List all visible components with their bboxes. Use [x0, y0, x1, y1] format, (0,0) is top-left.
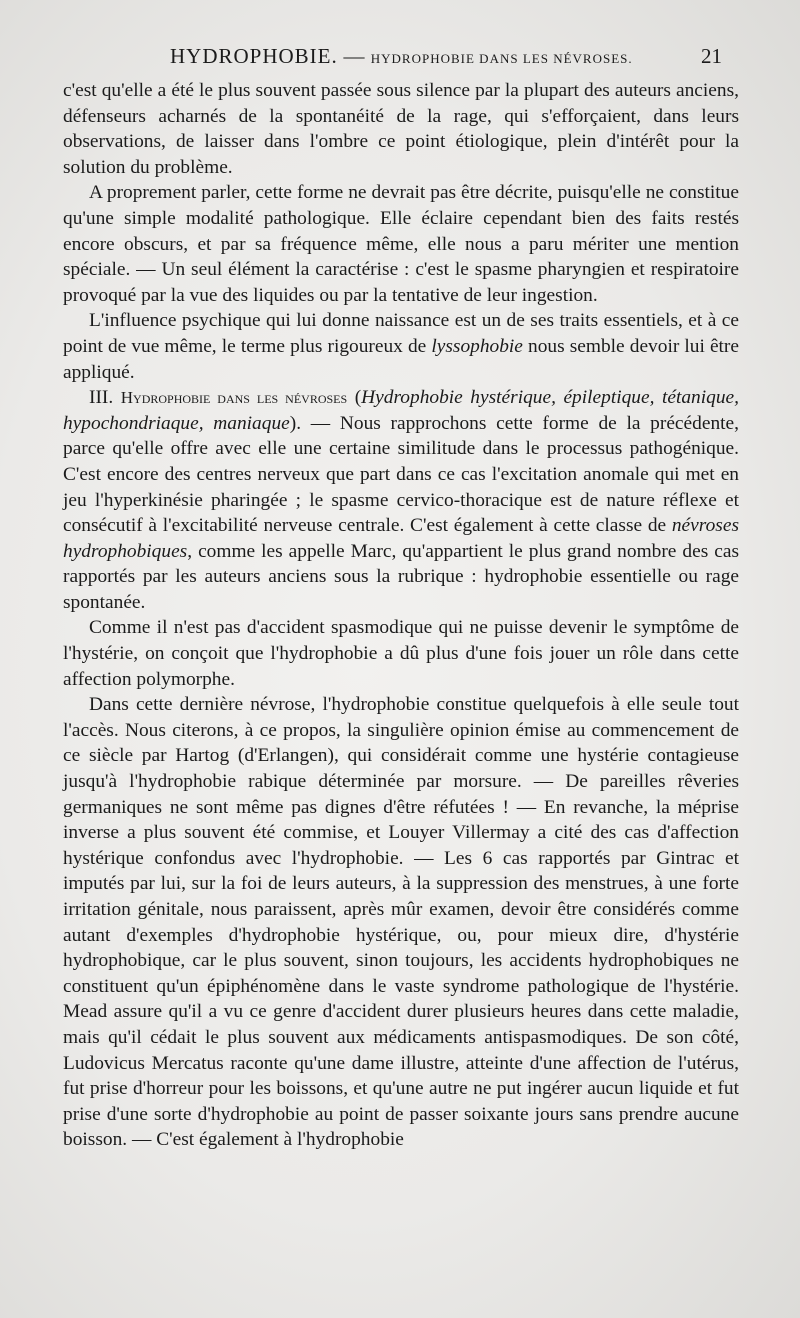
paragraph-text: ). — Nous rapprochons cette forme de la précédente, parce qu'elle offre avec elle une certaine similitude dans le processus pathogénique. C'est encore des centres nerveux que part dans ce cas l'excitation anomale qui met en jeu l'hyperkinésie pharingée ; le spasme cervico-thoracique est de nature réflexe et consécutif à l'excitabilité nerveuse centrale. C'est également à cette classe de	[63, 412, 739, 537]
paragraph-continued: c'est qu'elle a été le plus souvent passée sous silence par la plupart des auteurs anciens, défenseurs acharnés de la spontanéité de la rage, qui s'efforçaient, dans leurs observations, de laisser dans l'ombre ce point étiologique, plein d'intérêt pour la solution du problème.	[63, 80, 739, 178]
paragraph: A proprement parler, cette forme ne devrait pas être décrite, puisqu'elle ne constitue qu'une simple modalité pathologique. Elle éclaire cependant bien des faits restés encore obscurs, et par sa fréquence même, elle nous a paru mériter une mention spéciale. — Un seul élément la caractérise : c'est le spasme pharyngien et respiratoire provoqué par la vue des liquides ou par la tentative de leur ingestion.	[63, 182, 739, 306]
running-title-main: HYDROPHOBIE.	[170, 44, 338, 68]
running-title-sub: HYDROPHOBIE DANS LES NÉVROSES.	[370, 51, 633, 66]
paragraph-text: nous semble devoir lui être appliqué.	[63, 335, 739, 383]
italic-term: lyssophobie	[431, 335, 523, 357]
italic-term: névroses hydrophobiques	[63, 515, 739, 562]
section-heading: Hydrophobie dans les névroses	[120, 388, 348, 408]
paragraph-text: , comme les appelle Marc, qu'appartient le plus grand nombre des cas rapportés par les auteurs anciens sous la rubrique : hydrophobie essentielle ou rage spontanée.	[63, 540, 739, 613]
paragraph-lyssophobie	[63, 308, 739, 385]
paragraph-text: L'influence psychique qui lui donne naissance est un de ses traits essentiels, et à ce point de vue même, le terme plus rigoureux de	[63, 310, 739, 357]
running-header	[170, 44, 730, 74]
section-three-paragraph	[63, 385, 739, 615]
paragraph: Dans cette dernière névrose, l'hydrophobie constitue quelquefois à elle seule tout l'accès. Nous citerons, à ce propos, la singulière opinion émise au commencement de ce siècle par Hartog (d'Erlangen), qui considérait comme une hystérie contagieuse jusqu'à l'hydrophobie rabique déterminée par morsure. — De pareilles rêveries germaniques ne sont même pas dignes d'être réfutées ! — En revanche, la méprise inverse a plus souvent été commise, et Louyer Villermay a cité des cas d'affection hystérique confondus avec l'hydrophobie. — Les 6 cas rapportés par Gintrac et imputés par lui, sur la foi de leurs auteurs, à la suppression des menstrues, à une forte irritation génitale, nous paraissent, après mûr examen, devoir être considérés comme autant d'exemples d'hydrophobie hystérique, ou, pour mieux dire, d'hystérie hydrophobique, car le plus souvent, sinon toujours, les accidents hydrophobiques ne constituent qu'un épiphénomène dans le vaste syndrome pathologique de l'hystérie. Mead assure qu'il a vu ce genre d'accident durer plusieurs heures dans cette maladie, mais qu'il cédait le plus souvent aux médicaments antispasmodiques. De son côté, Ludovicus Mercatus raconte qu'une dame illustre, atteinte d'une affection de l'utérus, fut prise d'horreur pour les boissons, et qu'une autre ne put ingérer aucun liquide et fut prise d'une sorte d'hydrophobie au point de passer soixante jours sans prendre aucune boisson. — C'est également à l'hydrophobie	[63, 694, 739, 1151]
running-title	[170, 44, 633, 69]
paragraph-text: (	[347, 387, 362, 409]
running-title-dash: —	[337, 44, 371, 68]
body-text	[63, 78, 739, 1153]
section-subtitle-italic: Hydrophobie hystérique, épileptique, tétanique, hypochondriaque, maniaque	[63, 387, 739, 434]
section-numeral: III.	[89, 387, 121, 409]
page-number: 21	[701, 44, 722, 68]
paragraph: Comme il n'est pas d'accident spasmodique qui ne puisse devenir le symptôme de l'hystérie, on conçoit que l'hydrophobie a dû plus d'une fois jouer un rôle dans cette affection polymorphe.	[63, 617, 739, 690]
